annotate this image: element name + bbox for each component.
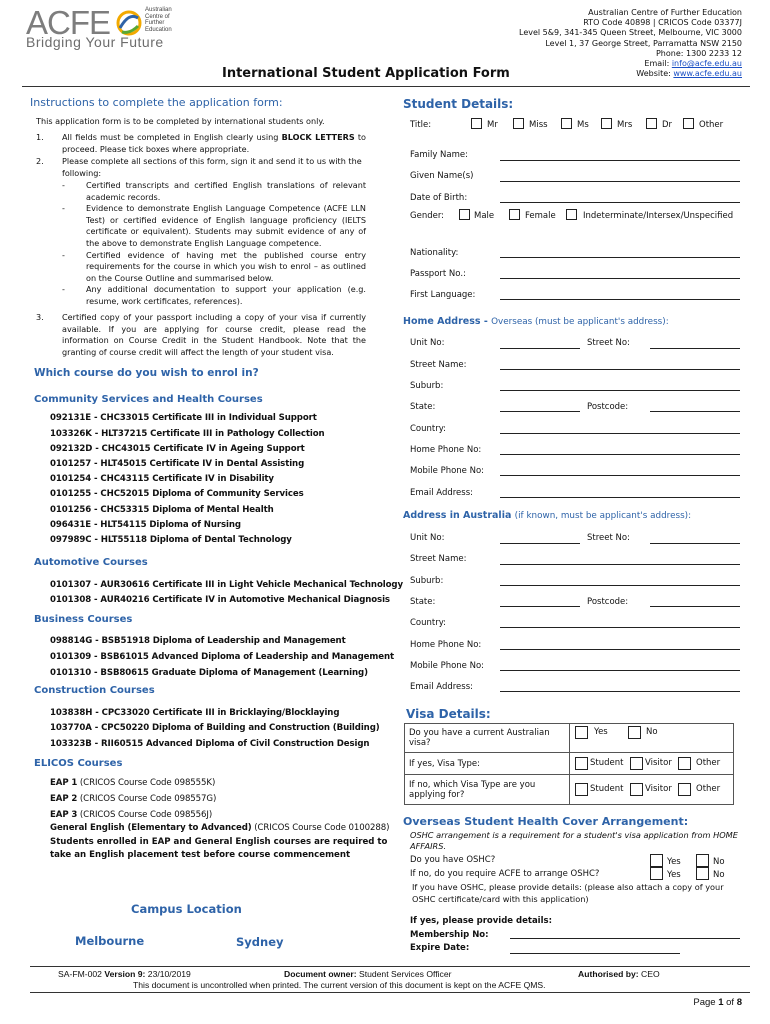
dob-field[interactable]	[500, 202, 740, 203]
oshc-q1: Do you have OSHC?	[410, 855, 496, 865]
visa-type-other-checkbox[interactable]	[678, 757, 691, 770]
doc-code: SA-FM-002	[58, 969, 105, 979]
construction-heading: Construction Courses	[34, 685, 155, 696]
membership-field[interactable]	[510, 938, 740, 939]
oshc-yes-checkbox[interactable]	[650, 854, 663, 867]
email-link[interactable]: info@acfe.edu.au	[671, 59, 742, 69]
automotive-heading: Automotive Courses	[34, 557, 148, 568]
course-option[interactable]: EAP 3 (CRICOS Course Code 098556J)	[50, 810, 213, 820]
visa-q3-options: Student Visitor Other	[570, 775, 734, 805]
home-street-no-field[interactable]	[650, 348, 740, 349]
gender-male-checkbox[interactable]	[459, 209, 470, 220]
footer-rule-2	[30, 992, 750, 993]
visa-apply-student-checkbox[interactable]	[575, 783, 588, 796]
home-mobile-field[interactable]	[500, 475, 740, 476]
first-language-field[interactable]	[500, 299, 740, 300]
course-option[interactable]: EAP 2 (CRICOS Course Code 098557G)	[50, 794, 217, 804]
course-option[interactable]: 0101308 - AUR40216 Certificate IV in Automotive Mechanical Diagnosis	[50, 595, 390, 605]
aus-home-phone-field[interactable]	[500, 649, 740, 650]
course-option[interactable]: 098814G - BSB51918 Diploma of Leadership and Management	[50, 636, 346, 646]
aus-email-field[interactable]	[500, 691, 740, 692]
aus-street-no-field[interactable]	[650, 543, 740, 544]
course-option[interactable]: 0101310 - BSB80615 Graduate Diploma of Management (Learning)	[50, 668, 368, 678]
visa-q1-options: Yes No	[570, 724, 734, 753]
instruction-item-2: 2. Please complete all sections of this form, sign it and send it to us with the following:	[36, 156, 362, 178]
course-option[interactable]: 103770A - CPC50220 Diploma of Building and Construction (Building)	[50, 723, 380, 733]
course-option[interactable]: 096431E - HLT54115 Diploma of Nursing	[50, 520, 241, 530]
website-link[interactable]: www.acfe.edu.au	[673, 69, 742, 79]
community-heading: Community Services and Health Courses	[34, 394, 263, 405]
student-heading: Student Details:	[403, 97, 514, 111]
oshc-instruction: If you have OSHC, please provide details: (please also attach a copy of your OSHC certificate/card with this application)	[412, 882, 724, 904]
course-option[interactable]: EAP 1 (CRICOS Course Code 098555K)	[50, 778, 216, 788]
course-option[interactable]: 092131E - CHC33015 Certificate III in Individual Support	[50, 413, 317, 423]
course-option[interactable]: 103326K - HLT37215 Certificate III in Pathology Collection	[50, 429, 325, 439]
gender-female-checkbox[interactable]	[509, 209, 520, 220]
aus-country-field[interactable]	[500, 627, 740, 628]
home-phone-field[interactable]	[500, 454, 740, 455]
oshc-arrange-no-checkbox[interactable]	[696, 867, 709, 880]
home-country-field[interactable]	[500, 433, 740, 434]
aus-unit-field[interactable]	[500, 543, 580, 544]
visa-apply-other-checkbox[interactable]	[678, 783, 691, 796]
instruction-sublist	[62, 180, 366, 308]
aus-address-heading: Address in Australia (if known, must be applicant's address):	[403, 510, 692, 521]
logo-wordmark: ACFE	[26, 4, 111, 41]
visa-apply-visitor-checkbox[interactable]	[630, 783, 643, 796]
org-website: Website: www.acfe.edu.au	[636, 69, 742, 79]
oshc-no-checkbox[interactable]	[696, 854, 709, 867]
home-address-heading: Home Address - Overseas (must be applicant's address):	[403, 316, 669, 327]
campus-sydney[interactable]: Sydney	[236, 935, 284, 949]
form-title: International Student Application Form	[222, 66, 510, 81]
instruction-item-1: 1. All fields must be completed in English clearly using BLOCK LETTERS to proceed. Please tick boxes where appropriate.	[36, 132, 366, 154]
aus-postcode-field[interactable]	[650, 606, 740, 607]
gender-unspecified-checkbox[interactable]	[566, 209, 577, 220]
home-unit-field[interactable]	[500, 348, 580, 349]
given-names-label: Given Name(s)	[410, 171, 474, 181]
title-mr-checkbox[interactable]	[471, 118, 482, 129]
visa-table	[404, 723, 734, 805]
visa-q1: Do you have a current Australian visa?	[405, 724, 570, 753]
logo-subtext: Australian Centre of Further Education	[145, 7, 172, 33]
org-name: Australian Centre of Further Education	[588, 8, 742, 17]
instructions-heading: Instructions to complete the application form:	[30, 96, 283, 109]
list-item: - Evidence to demonstrate English Language Competence (ACFE LLN Test) or certified evidence of English language proficiency (IELTS certificate or equivalent). Students may submit evidence of any of the above to demonstrate English Language competence.	[62, 203, 366, 248]
instruction-item-3: 3. Certified copy of your passport including a copy of your visa if currently available. If you are applying for course credit, please read the information on Course Credit in the Student Handbook. Note that the granting of course credit will affect the length of your student visa.	[36, 312, 366, 357]
first-language-label: First Language:	[410, 290, 476, 300]
visa-no-checkbox[interactable]	[628, 726, 641, 739]
expiry-field[interactable]	[510, 953, 680, 954]
given-names-field[interactable]	[500, 181, 740, 182]
gender-label: Gender:	[410, 211, 445, 221]
home-suburb-field[interactable]	[500, 390, 740, 391]
home-street-name-field[interactable]	[500, 369, 740, 370]
campus-heading: Campus Location	[131, 902, 242, 916]
list-item: - Certified evidence of having met the published course entry requirements for the course in which you wish to enrol – as outlined on the Course Outline and summarised below.	[62, 249, 366, 283]
title-dr-checkbox[interactable]	[646, 118, 657, 129]
course-question: Which course do you wish to enrol in?	[34, 367, 259, 379]
nationality-field[interactable]	[500, 257, 740, 258]
aus-mobile-field[interactable]	[500, 670, 740, 671]
tagline: Bridging Your Future	[26, 34, 164, 50]
org-codes: RTO Code 40898 | CRICOS Code 03377J	[583, 18, 742, 28]
nationality-label: Nationality:	[410, 248, 459, 258]
course-option[interactable]: 0101309 - BSB61015 Advanced Diploma of Leadership and Management	[50, 652, 394, 662]
home-email-field[interactable]	[500, 497, 740, 498]
passport-label: Passport No.:	[410, 269, 466, 279]
home-state-field[interactable]	[500, 411, 580, 412]
course-option[interactable]: 0101254 - CHC43115 Certificate IV in Disability	[50, 474, 274, 484]
home-postcode-field[interactable]	[650, 411, 740, 412]
title-label: Title:	[410, 120, 432, 130]
campus-melbourne[interactable]: Melbourne	[75, 934, 145, 948]
org-address-melbourne: Level 5&9, 341-345 Queen Street, Melbourne, VIC 3000	[519, 28, 742, 38]
title-other-checkbox[interactable]	[683, 118, 694, 129]
course-option[interactable]: 0101257 - HLT45015 Certificate IV in Dental Assisting	[50, 459, 305, 469]
business-heading: Business Courses	[34, 614, 133, 625]
footer-line-1: SA-FM-002 Version 9: 23/10/2019 Document owner: Student Services Officer Authorised by: CEO	[58, 969, 660, 979]
page-number: Page 1 of 8	[693, 997, 742, 1008]
visa-q2-options: Student Visitor Other	[570, 753, 734, 775]
list-item: - Any additional documentation to support your application (e.g. resume, work certificates, references).	[62, 284, 366, 306]
oshc-heading: Overseas Student Health Cover Arrangement:	[403, 815, 689, 828]
course-option[interactable]: 103323B - RII60515 Advanced Diploma of Civil Construction Design	[50, 739, 370, 749]
family-name-label: Family Name:	[410, 150, 468, 160]
elicos-note: Students enrolled in EAP and General English courses are required to take an English placement test before course commencement	[50, 837, 388, 860]
course-option[interactable]: 0101255 - CHC52015 Diploma of Community Services	[50, 489, 304, 499]
title-ms-checkbox[interactable]	[561, 118, 572, 129]
org-email: Email: info@acfe.edu.au	[644, 59, 742, 69]
title-miss-checkbox[interactable]	[513, 118, 524, 129]
passport-field[interactable]	[500, 278, 740, 279]
visa-q3: If no, which Visa Type are you applying for?	[405, 775, 570, 805]
membership-label: Membership No:	[410, 930, 489, 940]
course-option[interactable]: General English (Elementary to Advanced) (CRICOS Course Code 0100288)	[50, 823, 390, 833]
header-rule	[22, 86, 750, 87]
visa-q2: If yes, Visa Type:	[405, 753, 570, 775]
visa-type-visitor-checkbox[interactable]	[630, 757, 643, 770]
aus-street-name-field[interactable]	[500, 564, 740, 565]
dob-label: Date of Birth:	[410, 193, 468, 203]
title-mrs-checkbox[interactable]	[601, 118, 612, 129]
visa-type-student-checkbox[interactable]	[575, 757, 588, 770]
visa-yes-checkbox[interactable]	[575, 726, 588, 739]
footer-rule	[30, 966, 750, 967]
visa-heading: Visa Details:	[406, 707, 491, 721]
elicos-heading: ELICOS Courses	[34, 758, 123, 769]
course-option[interactable]: 0101256 - CHC53315 Diploma of Mental Health	[50, 505, 274, 515]
oshc-arrange-yes-checkbox[interactable]	[650, 867, 663, 880]
logo	[26, 4, 186, 52]
aus-suburb-field[interactable]	[500, 585, 740, 586]
footer-note: This document is uncontrolled when printed. The current version of this document is kept on the ACFE QMS.	[133, 980, 546, 990]
oshc-provide-label: If yes, please provide details:	[410, 916, 552, 926]
course-option[interactable]: 103838H - CPC33020 Certificate III in Bricklaying/Blocklaying	[50, 708, 340, 718]
org-phone: Phone: 1300 2233 12	[655, 48, 742, 58]
list-item: - Certified transcripts and certified English translations of relevant academic records.	[62, 180, 366, 202]
course-option[interactable]: 0101307 - AUR30616 Certificate III in Light Vehicle Mechanical Technology	[50, 580, 403, 590]
course-option[interactable]: 092132D - CHC43015 Certificate IV in Ageing Support	[50, 444, 305, 454]
aus-state-field[interactable]	[500, 606, 580, 607]
family-name-field[interactable]	[500, 160, 740, 161]
instructions-intro: This application form is to be completed by international students only.	[36, 116, 325, 126]
org-details	[519, 8, 742, 79]
oshc-q2: If no, do you require ACFE to arrange OSHC?	[410, 869, 600, 879]
course-option[interactable]: 097989C - HLT55118 Diploma of Dental Technology	[50, 535, 292, 545]
org-address-parramatta: Level 1, 37 George Street, Parramatta NSW 2150	[545, 38, 742, 48]
expiry-label: Expire Date:	[410, 943, 470, 953]
oshc-note: OSHC arrangement is a requirement for a student's visa application from HOME AFFAIRS.	[410, 830, 738, 851]
